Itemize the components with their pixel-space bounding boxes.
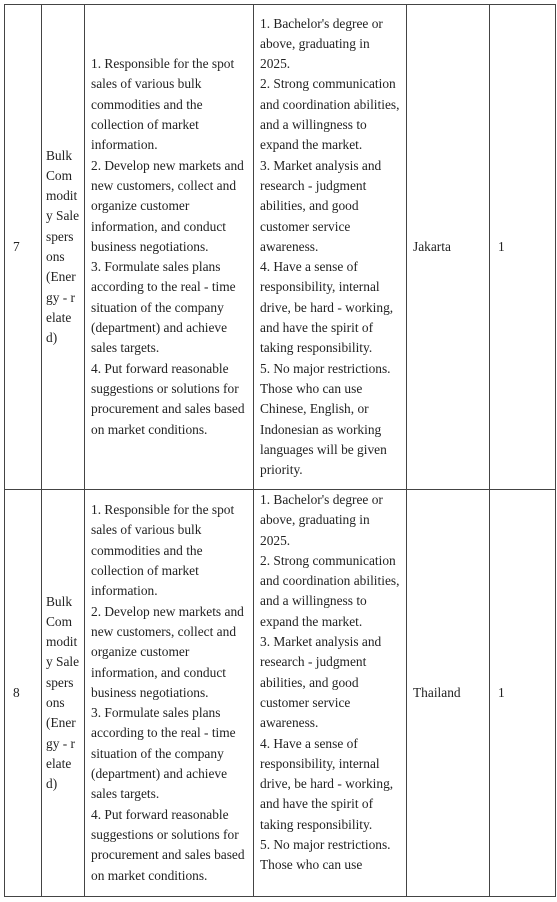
responsibility-item: 1. Responsible for the spot sales of various bulk commodities and the collection of market information.: [91, 56, 235, 153]
responsibility-item: 2. Develop new markets and new customers, collect and organize customer information, and conduct business negotiations.: [91, 157, 244, 254]
requirement-item: 1. Bachelor's degree or above, graduating in 2025.: [260, 492, 383, 548]
requirement-item: 4. Have a sense of responsibility, internal drive, be hard - working, and have the spirit of taking responsibility.: [260, 735, 394, 832]
requirement-item: 5. No major restrictions. Those who can use: [260, 837, 391, 873]
row-number: 8: [5, 490, 42, 897]
requirement-item: 2. Strong communication and coordination abilities, and a willingness to expand the market.: [260, 552, 400, 629]
responsibilities-cell: [85, 5, 254, 490]
requirement-item: 3. Market analysis and research - judgment abilities, and good customer service awareness.: [260, 634, 382, 731]
work-location: Jakarta: [407, 5, 490, 490]
requirement-item: 2. Strong communication and coordination abilities, and a willingness to expand the market.: [260, 76, 400, 153]
position-title: Bulk Commodity Salespersons (Energy - related): [42, 5, 85, 490]
table-row: [5, 490, 556, 897]
responsibility-item: 4. Put forward reasonable suggestions or solutions for procurement and sales based on market conditions.: [91, 806, 245, 883]
headcount: 1: [490, 5, 556, 490]
requirement-item: 4. Have a sense of responsibility, internal drive, be hard - working, and have the spirit of taking responsibility.: [260, 259, 394, 356]
row-number: 7: [5, 5, 42, 490]
requirement-item: 5. No major restrictions. Those who can use Chinese, English, or Indonesian as working languages will be given priority.: [260, 360, 391, 478]
responsibility-item: 2. Develop new markets and new customers, collect and organize customer information, and conduct business negotiations.: [91, 603, 244, 700]
position-title: Bulk Commodity Salespersons (Energy - related): [42, 490, 85, 897]
headcount: 1: [490, 490, 556, 897]
table-row: [5, 5, 556, 490]
requirement-item: 3. Market analysis and research - judgment abilities, and good customer service awareness.: [260, 157, 382, 254]
requirements-cell: [254, 490, 407, 897]
work-location: Thailand: [407, 490, 490, 897]
responsibilities-cell: [85, 490, 254, 897]
responsibility-item: 1. Responsible for the spot sales of various bulk commodities and the collection of market information.: [91, 502, 235, 599]
requirement-item: 1. Bachelor's degree or above, graduating in 2025.: [260, 15, 383, 72]
responsibility-item: 3. Formulate sales plans according to the real - time situation of the company (department) and achieve sales targets.: [91, 705, 236, 802]
responsibility-item: 4. Put forward reasonable suggestions or solutions for procurement and sales based on market conditions.: [91, 360, 245, 437]
job-table: [4, 4, 556, 897]
responsibility-item: 3. Formulate sales plans according to the real - time situation of the company (department) and achieve sales targets.: [91, 259, 236, 356]
requirements-cell: [254, 5, 407, 490]
